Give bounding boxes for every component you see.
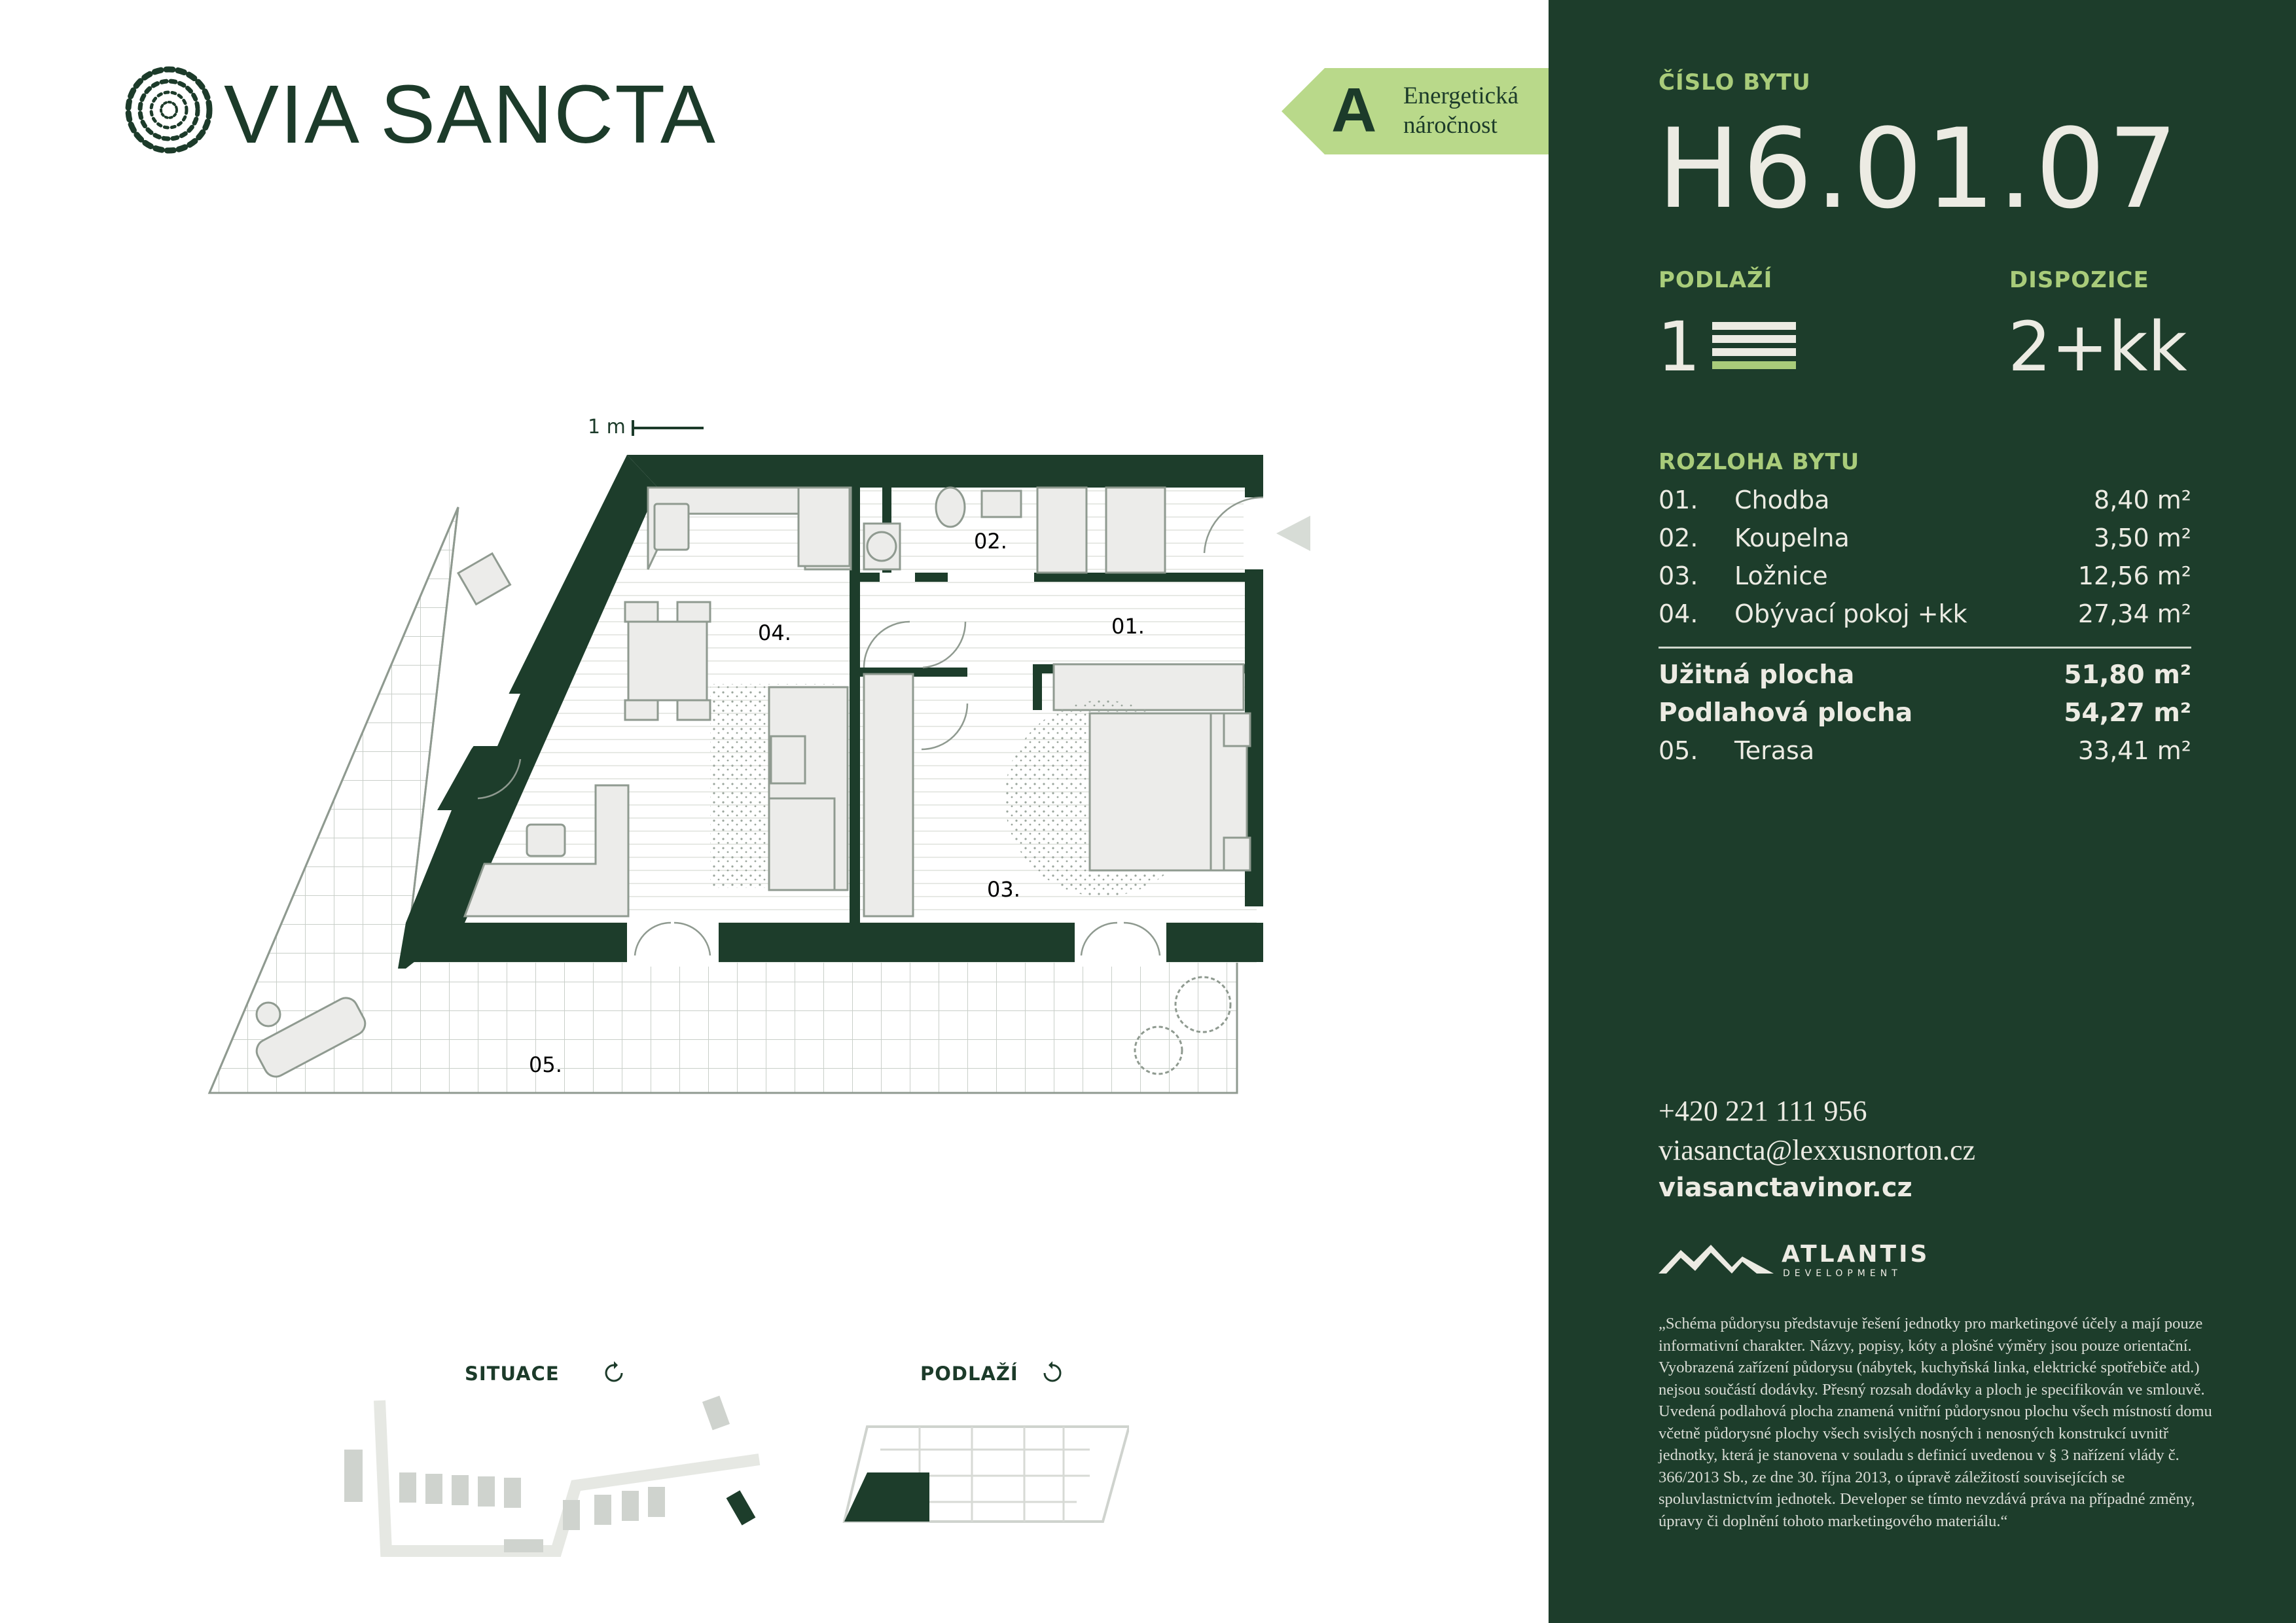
areas-title: ROZLOHA BYTU xyxy=(1659,449,1860,475)
floor-label: PODLAŽÍ xyxy=(1659,267,1773,293)
area-divider xyxy=(1659,647,2191,649)
terrace-chair xyxy=(458,554,510,605)
area-row-name: Chodba xyxy=(1734,486,1830,514)
area-row-no: 04. xyxy=(1659,599,1698,628)
energy-label xyxy=(1403,81,1518,140)
area-row-name: Obývací pokoj +kk xyxy=(1734,599,1967,628)
sofa xyxy=(769,687,848,890)
area-row-value: 8,40 m² xyxy=(2094,486,2191,514)
developer-logo xyxy=(1659,1241,1933,1280)
usable-area-row xyxy=(1659,660,2191,698)
room-01-label: 01. xyxy=(1111,614,1145,639)
terrace-no: 05. xyxy=(1659,736,1698,765)
entrance-arrow-icon xyxy=(1276,516,1310,551)
scale-bar xyxy=(633,420,704,436)
layout-value: 2+kk xyxy=(2008,307,2187,387)
area-row-no: 03. xyxy=(1659,562,1698,590)
room-02-label: 02. xyxy=(974,529,1007,554)
area-table xyxy=(1659,486,2191,774)
energy-class: A xyxy=(1331,75,1377,145)
floor-plan xyxy=(190,406,1335,1113)
phone-number[interactable]: +420 221 111 956 xyxy=(1659,1095,1867,1127)
usable-area-label: Užitná plocha xyxy=(1659,660,1855,690)
hall-cabinet xyxy=(1106,488,1165,573)
web-link[interactable]: viasanctavinor.cz xyxy=(1659,1173,1912,1203)
area-row-value: 12,56 m² xyxy=(2077,562,2191,590)
area-row xyxy=(1659,599,2191,637)
rotate-icon[interactable] xyxy=(601,1360,627,1386)
area-row xyxy=(1659,562,2191,599)
atlantis-mountain-icon xyxy=(1659,1242,1774,1275)
logo-text: VIA SANCTA xyxy=(224,68,717,160)
site-map xyxy=(340,1394,772,1571)
floor-value: 1 xyxy=(1657,307,1701,387)
scale-label: 1 m xyxy=(588,416,626,438)
area-row-value: 3,50 m² xyxy=(2094,524,2191,552)
podlazi-title: PODLAŽÍ xyxy=(920,1363,1018,1385)
energy-label-line2: náročnost xyxy=(1403,112,1498,139)
area-row xyxy=(1659,524,2191,562)
area-row-no: 01. xyxy=(1659,486,1698,514)
unit-number-label: ČÍSLO BYTU xyxy=(1659,69,1811,96)
area-row-value: 27,34 m² xyxy=(2077,599,2191,628)
terrace-row xyxy=(1659,736,2191,774)
rotate-icon-2[interactable] xyxy=(1039,1360,1066,1386)
area-row-name: Koupelna xyxy=(1734,524,1850,552)
floor-area-row xyxy=(1659,698,2191,736)
area-row-name: Ložnice xyxy=(1734,562,1828,590)
floor-stack-icon xyxy=(1712,322,1796,369)
email-link[interactable]: viasancta@lexxusnorton.cz xyxy=(1659,1134,1976,1166)
situace-title: SITUACE xyxy=(465,1363,560,1385)
terrace-name: Terasa xyxy=(1734,736,1815,765)
logo xyxy=(123,64,717,160)
developer-name: ATLANTIS xyxy=(1782,1241,1930,1268)
area-row xyxy=(1659,486,2191,524)
floor-area-label: Podlahová plocha xyxy=(1659,698,1913,728)
unit-number: H6.01.07 xyxy=(1657,105,2181,233)
room-03-label: 03. xyxy=(987,877,1020,902)
terrace-value: 33,41 m² xyxy=(2077,736,2191,765)
energy-badge xyxy=(1282,68,1549,154)
info-panel xyxy=(1549,0,2296,1623)
energy-label-line1: Energetická xyxy=(1403,82,1519,109)
disclaimer-text: „Schéma půdorysu představuje řešení jednotky pro marketingové účely a mají pouze informativní charakter. Názvy, popisy, kóty a plošné výměry jsou pouze orientační. Vyobrazená zařízení půdorysu (nábytek, kuchyňská linka, elektrické spotřebiče atd.) nejsou součástí dodávky. Přesný rozsah dodávky a ploch je specifikován ve smlouvě. Uvedená podlahová plocha znamená vnitřní půdorysnou plochu všech místností domu včetně půdorysné plochy všech svislých nosných i nenosných konstrukcí uvnitř jednotky, která je stanovena v souladu s definicí uvedenou v § 3 nařízení vlády č. 366/2013 Sb., ze dne 30. října 2013, o úpravě záležitostí souvisejících se spoluvlastnictvím jednotek. Developer se tímto nevzdává práva na případné změny, úpravy či doplnění tohoto marketingového materiálu.“ xyxy=(1659,1315,2212,1530)
room-04-label: 04. xyxy=(758,620,791,645)
bed xyxy=(1090,713,1250,870)
layout-label: DISPOZICE xyxy=(2009,267,2149,293)
floor-area-value: 54,27 m² xyxy=(2064,698,2191,728)
area-row-no: 02. xyxy=(1659,524,1698,552)
unit-highlight xyxy=(844,1472,929,1522)
usable-area-value: 51,80 m² xyxy=(2064,660,2191,690)
developer-sub: DEVELOPMENT xyxy=(1783,1268,1902,1279)
room-05-label: 05. xyxy=(529,1052,562,1077)
logo-mark-icon xyxy=(123,64,215,156)
bedroom-wardrobe xyxy=(864,674,913,916)
floor-keyplan xyxy=(841,1423,1129,1528)
